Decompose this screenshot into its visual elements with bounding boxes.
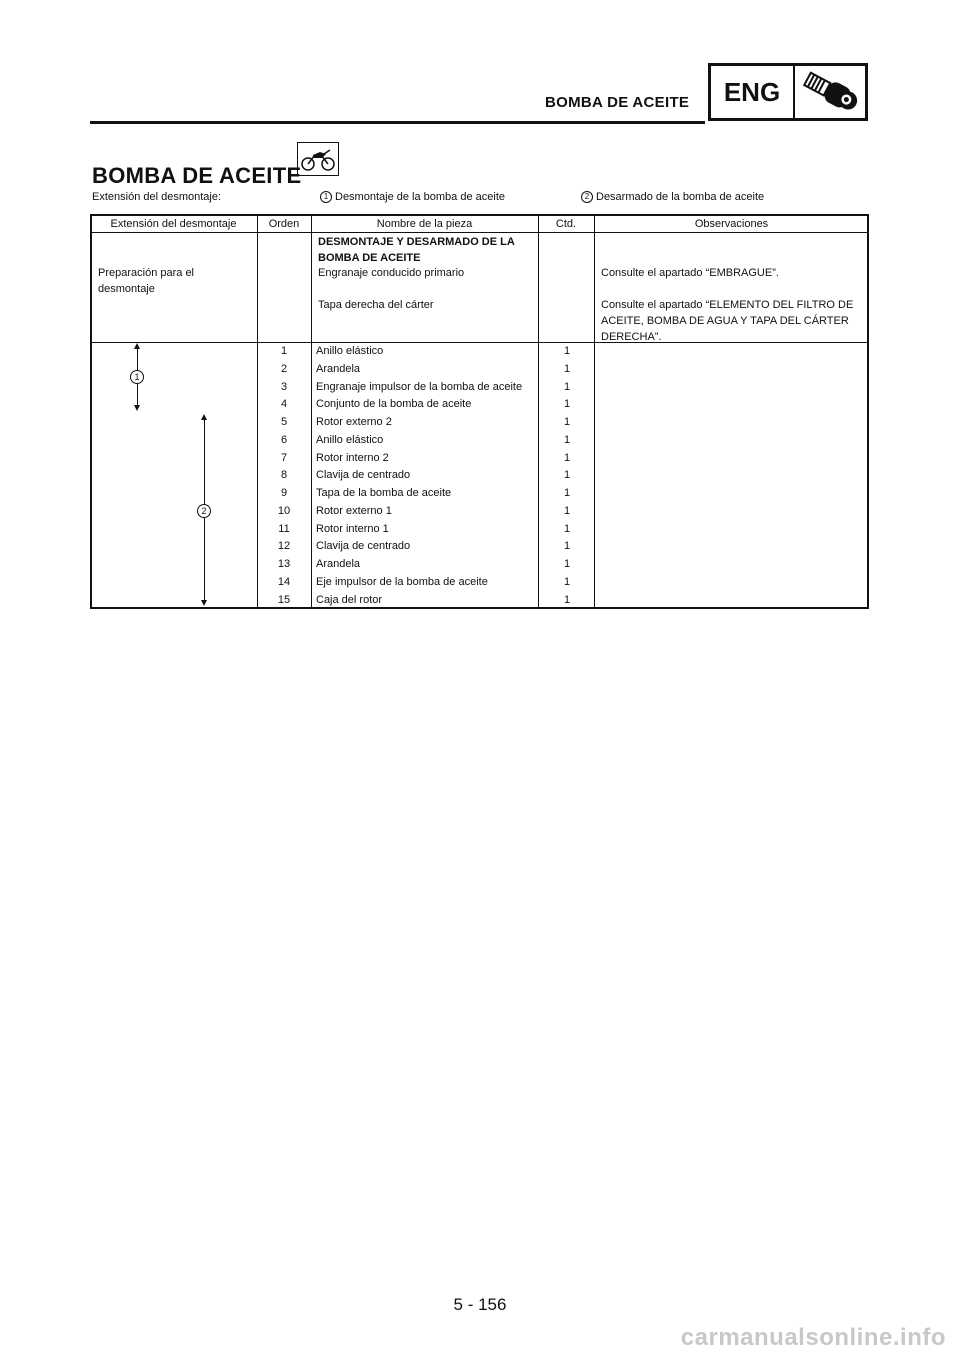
range-1-arrow-up [134, 343, 140, 349]
table-row [90, 343, 869, 361]
prep-item-note: Consulte el apartado “EMBRAGUE”. [601, 267, 779, 279]
part-name: Anillo elástico [316, 433, 384, 446]
part-name: Rotor externo 1 [316, 504, 392, 517]
part-name: Rotor interno 1 [316, 522, 389, 535]
column-header-extension: Extensión del desmontaje [110, 218, 237, 230]
column-header-part-name: Nombre de la pieza [376, 218, 473, 230]
part-order: 13 [277, 558, 291, 570]
part-name: Caja del rotor [316, 593, 383, 606]
part-qty: 1 [563, 469, 571, 482]
engine-tab [708, 63, 868, 121]
extension-item-text: Desarmado de la bomba de aceite [596, 191, 765, 203]
part-name: Eje impulsor de la bomba de aceite [316, 575, 488, 588]
table-row [90, 538, 869, 556]
range-2-arrow-up [201, 414, 207, 420]
part-order: 8 [280, 469, 288, 482]
part-order: 5 [280, 416, 288, 428]
part-name: Arandela [316, 362, 361, 375]
extension-label: Extensión del desmontaje: [92, 191, 222, 203]
motorcycle-icon [297, 142, 339, 176]
part-name: Tapa de la bomba de aceite [316, 487, 452, 499]
part-order: 6 [280, 433, 288, 446]
part-order: 9 [280, 487, 288, 499]
prep-section-title: DESMONTAJE Y DESARMADO DE LA BOMBA DE ACEITE [318, 236, 515, 264]
table-row [90, 521, 869, 539]
part-qty: 1 [563, 433, 571, 446]
part-qty: 1 [563, 522, 571, 535]
prep-item-note: Consulte el apartado “ELEMENTO DEL FILTRO DE ACEITE, BOMBA DE AGUA Y TAPA DEL CÁRTER DERECHA”. [601, 299, 854, 343]
table-row [90, 556, 869, 574]
range-2-marker: 2 [197, 504, 211, 518]
column-header-order: Orden [268, 218, 300, 230]
circle-number-2: 2 [581, 191, 593, 203]
range-1-marker: 1 [130, 370, 144, 384]
part-order: 12 [277, 540, 291, 553]
table-row [90, 396, 869, 414]
part-name: Conjunto de la bomba de aceite [316, 398, 472, 411]
part-qty: 1 [563, 558, 571, 570]
part-order: 14 [277, 575, 291, 588]
table-row [90, 574, 869, 592]
part-qty: 1 [563, 504, 571, 517]
part-qty: 1 [563, 362, 571, 375]
part-order: 7 [280, 451, 288, 464]
part-order: 11 [278, 522, 290, 535]
part-qty: 1 [563, 575, 571, 588]
part-qty: 1 [563, 416, 571, 428]
part-order: 2 [280, 362, 288, 375]
header-rule [90, 121, 705, 124]
table-row [90, 361, 869, 379]
part-name: Clavija de centrado [316, 540, 411, 553]
column-header-notes: Observaciones [694, 218, 769, 230]
range-1-arrow-down [134, 405, 140, 411]
range-2-arrow-down [201, 600, 207, 606]
eng-tab-label: ENG [711, 66, 795, 118]
part-qty: 1 [563, 540, 571, 553]
circle-number-1: 1 [320, 191, 332, 203]
watermark: carmanualsonline.info [680, 1324, 946, 1351]
extension-item-1 [320, 191, 505, 203]
page-number: 5 - 156 [453, 1295, 507, 1314]
column-header-qty: Ctd. [555, 218, 577, 230]
header-row-divider [90, 232, 869, 233]
part-qty: 1 [563, 345, 571, 357]
part-qty: 1 [563, 380, 571, 393]
part-name: Rotor externo 2 [316, 416, 392, 428]
part-name: Anillo elástico [316, 345, 384, 357]
table-row [90, 379, 869, 397]
part-name: Arandela [316, 558, 361, 570]
engine-part-icon [795, 66, 865, 118]
part-order: 3 [280, 380, 288, 393]
part-qty: 1 [563, 487, 571, 499]
part-order: 15 [277, 593, 291, 606]
table-row [90, 432, 869, 450]
prep-label: Preparación para el desmontaje [98, 267, 195, 295]
header-section-title: BOMBA DE ACEITE [545, 94, 690, 111]
part-qty: 1 [563, 593, 571, 606]
table-row [90, 485, 869, 503]
page-title: BOMBA DE ACEITE [92, 163, 302, 188]
part-order: 1 [280, 345, 288, 357]
part-order: 4 [280, 398, 288, 411]
extension-item-text: Desmontaje de la bomba de aceite [335, 191, 505, 203]
part-qty: 1 [563, 451, 571, 464]
prep-item-name: Engranaje conducido primario [318, 267, 465, 279]
table-row [90, 450, 869, 468]
table-row [90, 467, 869, 485]
part-qty: 1 [563, 398, 571, 411]
part-order: 10 [277, 504, 291, 517]
prep-item-name: Tapa derecha del cárter [318, 299, 434, 311]
part-name: Rotor interno 2 [316, 451, 389, 464]
part-name: Clavija de centrado [316, 469, 411, 482]
extension-item-2 [581, 191, 764, 203]
part-name: Engranaje impulsor de la bomba de aceite [316, 380, 523, 393]
